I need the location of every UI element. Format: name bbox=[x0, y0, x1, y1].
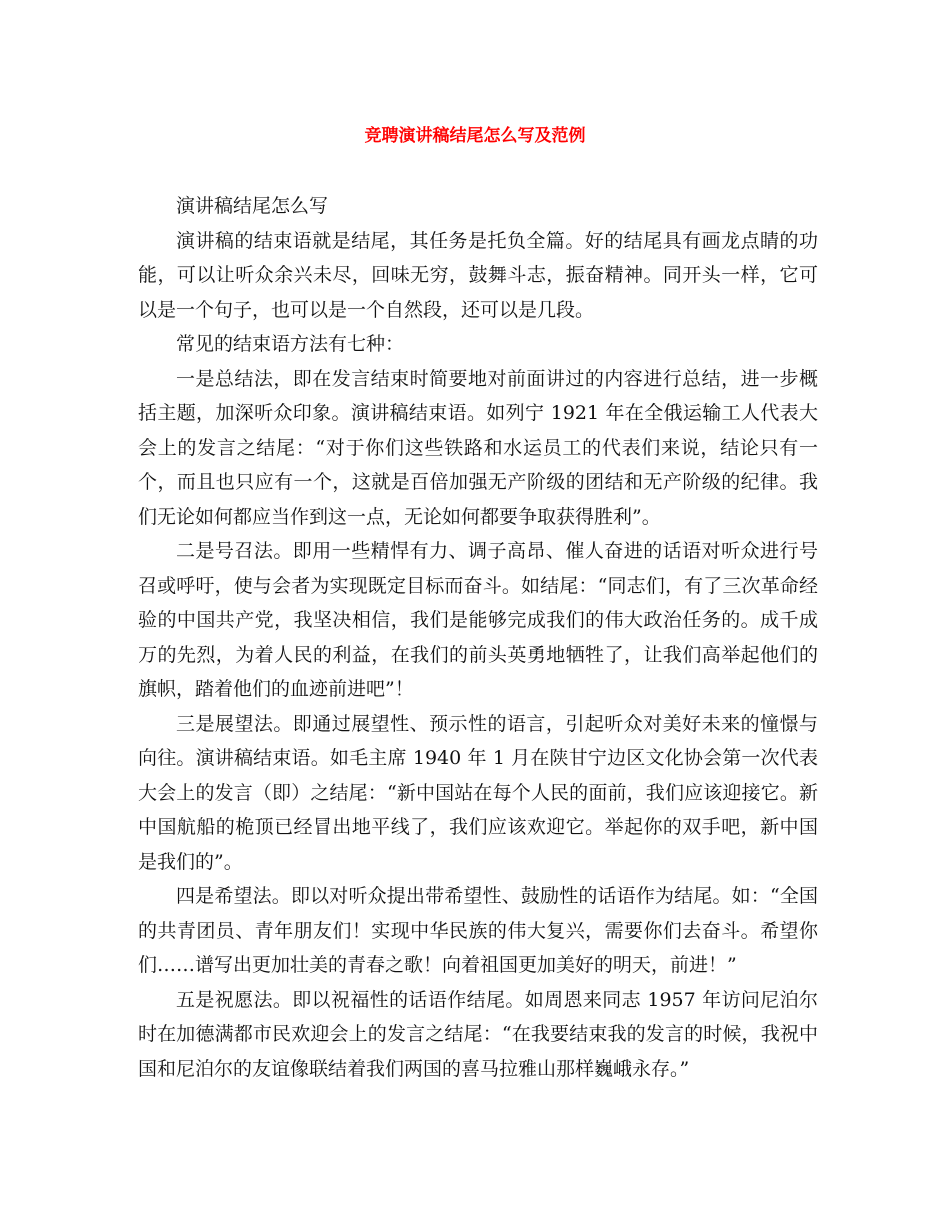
document-body bbox=[138, 189, 818, 1086]
paragraph: 五是祝愿法。即以祝福性的话语作结尾。如周恩来同志 1957 年访问尼泊尔时在加德满都市民欢迎会上的发言之结尾：“在我要结束我的发言的时候，我祝中国和尼泊尔的友谊像联结着我们两国的喜马拉雅山那样巍峨永存。” bbox=[138, 988, 818, 1080]
paragraph: 四是希望法。即以对听众提出带希望性、鼓励性的话语作为结尾。如：“全国的共青团员、青年朋友们！实现中华民族的伟大复兴，需要你们去奋斗。希望你们……谱写出更加壮美的青春之歌！向着祖国更加美好的明天，前进！” bbox=[138, 885, 818, 976]
document-title: 竞聘演讲稿结尾怎么写及范例 bbox=[364, 126, 586, 146]
paragraph: 演讲稿的结束语就是结尾，其任务是托负全篇。好的结尾具有画龙点睛的功能，可以让听众余兴未尽，回味无穷，鼓舞斗志，振奋精神。同开头一样，它可以是一个句子，也可以是一个自然段，还可以是几段。 bbox=[138, 229, 818, 321]
paragraph-subheading: 演讲稿结尾怎么写 bbox=[176, 195, 329, 217]
paragraph: 常见的结束语方法有七种： bbox=[176, 333, 405, 355]
paragraph: 二是号召法。即用一些精悍有力、调子高昂、催人奋进的话语对听众进行号召或呼吁，使与会者为实现既定目标而奋斗。如结尾：“同志们，有了三次革命经验的中国共产党，我坚决相信，我们是能够完成我们的伟大政治任务的。成千成万的先烈，为着人民的利益，在我们的前头英勇地牺牲了，让我们高举起他们的旗帜，踏着他们的血迹前进吧”！ bbox=[138, 540, 818, 700]
paragraph: 三是展望法。即通过展望性、预示性的语言，引起听众对美好未来的憧憬与向往。演讲稿结束语。如毛主席 1940 年 1 月在陕甘宁边区文化协会第一次代表大会上的发言（即）之结尾：“新中国站在每个人民的面前，我们应该迎接它。新中国航船的桅顶已经冒出地平线了，我们应该欢迎它。举起你的双手吧，新中国是我们的”。 bbox=[138, 712, 818, 873]
paragraph: 一是总结法，即在发言结束时简要地对前面讲过的内容进行总结，进一步概括主题，加深听众印象。演讲稿结束语。如列宁 1921 年在全俄运输工人代表大会上的发言之结尾：“对于你们这些铁路和水运员工的代表们来说，结论只有一个，而且也只应有一个，这就是百倍加强无产阶级的团结和无产阶级的纪律。我们无论如何都应当作到这一点，无论如何都要争取获得胜利”。 bbox=[138, 367, 818, 528]
